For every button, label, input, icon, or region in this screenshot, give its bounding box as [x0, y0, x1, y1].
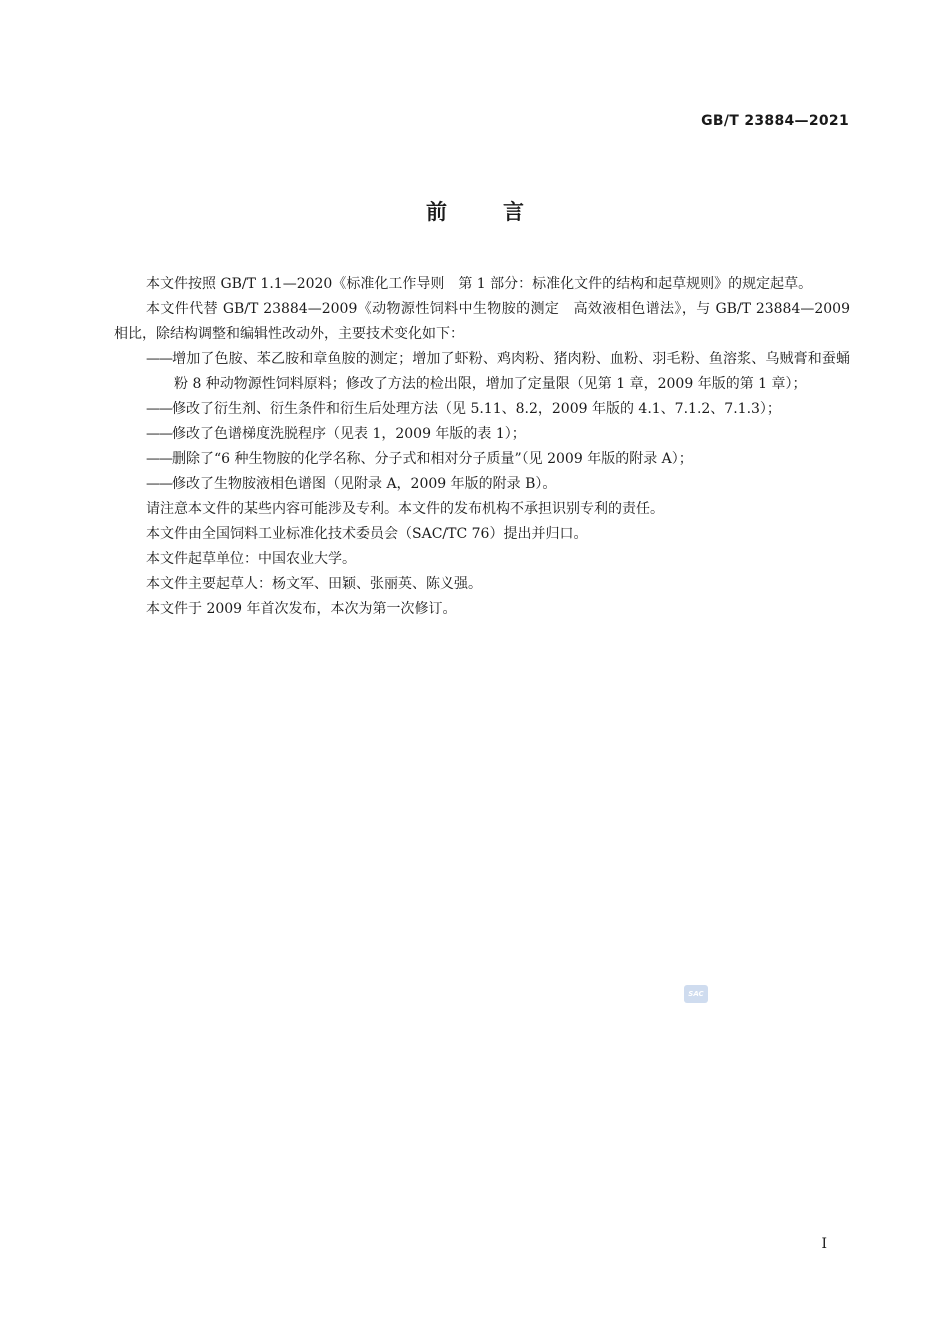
change-list-item: [114, 422, 850, 447]
change-text: 删除了“6 种生物胺的化学名称、分子式和相对分子质量”（见 2009 年版的附录 A）；: [172, 451, 693, 467]
paragraph-drafting-basis: 本文件按照 GB/T 1.1—2020《标准化工作导则 第 1 部分：标准化文件的结构和起草规则》的规定起草。: [146, 276, 813, 292]
paragraph-committee: 本文件由全国饲料工业标准化技术委员会（SAC/TC 76）提出并归口。: [146, 526, 588, 542]
change-text: 修改了生物胺液相色谱图（见附录 A，2009 年版的附录 B）。: [172, 476, 557, 492]
paragraph-history: 本文件于 2009 年首次发布，本次为第一次修订。: [146, 601, 457, 617]
change-list-item: [114, 397, 850, 422]
change-text: 修改了色谱梯度洗脱程序（见表 1，2009 年版的表 1）；: [172, 426, 526, 442]
list-dash: ——: [146, 476, 172, 492]
sac-watermark-logo: SAC: [684, 985, 708, 1003]
document-id: GB/T 23884—2021: [701, 113, 849, 129]
paragraph-drafting-unit: 本文件起草单位：中国农业大学。: [146, 551, 356, 567]
change-list-item: [114, 447, 850, 472]
document-body: [114, 272, 850, 622]
list-dash: ——: [146, 451, 172, 467]
change-list-item: [114, 472, 850, 497]
list-dash: ——: [146, 426, 172, 442]
change-text: 增加了色胺、苯乙胺和章鱼胺的测定；增加了虾粉、鸡肉粉、猪肉粉、血粉、羽毛粉、鱼溶浆、乌贼膏和蚕蛹粉 8 种动物源性饲料原料；修改了方法的检出限，增加了定量限（见第 1 章，2009 年版的第 1 章）；: [172, 351, 850, 392]
paragraph-patent-notice: 请注意本文件的某些内容可能涉及专利。本文件的发布机构不承担识别专利的责任。: [146, 501, 664, 517]
change-list-item: [114, 347, 850, 397]
change-text: 修改了衍生剂、衍生条件和衍生后处理方法（见 5.11、8.2，2009 年版的 4.1、7.1.2、7.1.3）；: [172, 401, 781, 417]
page-title: 前言: [426, 200, 580, 224]
page-number: I: [821, 1236, 827, 1252]
paragraph-replacement: 本文件代替 GB/T 23884—2009《动物源性饲料中生物胺的测定 高效液相色谱法》，与 GB/T 23884—2009 相比，除结构调整和编辑性改动外，主要技术变化如下：: [114, 301, 850, 342]
list-dash: ——: [146, 351, 172, 367]
paragraph-drafters: 本文件主要起草人：杨文军、田颖、张丽英、陈义强。: [146, 576, 482, 592]
list-dash: ——: [146, 401, 172, 417]
